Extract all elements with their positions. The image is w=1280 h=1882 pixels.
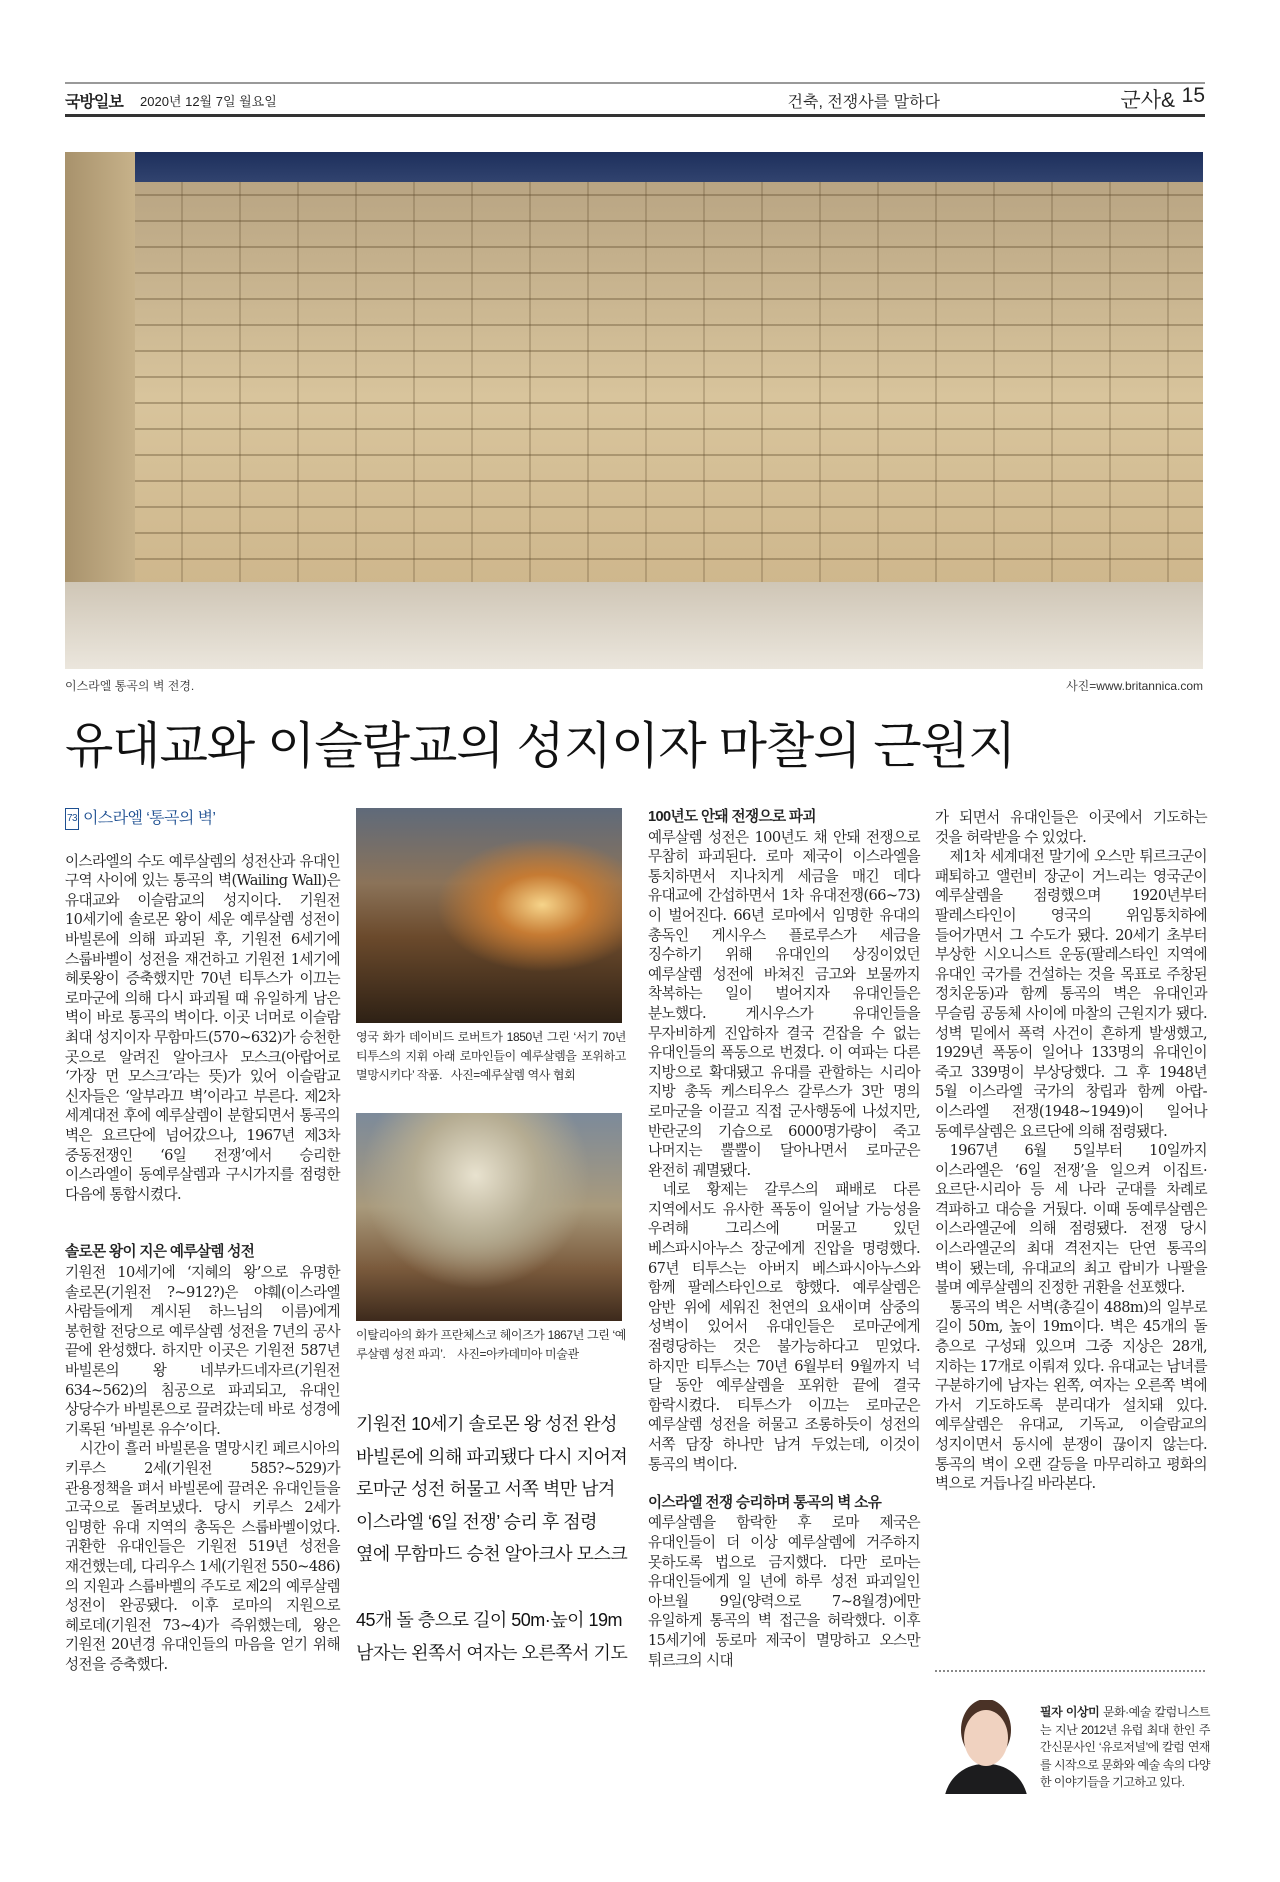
painting-siege-of-jerusalem [356, 808, 622, 1023]
headline: 유대교와 이슬람교의 성지이자 마찰의 근원지 [65, 718, 1016, 774]
body-paragraph: 시간이 흘러 바빌론을 멸망시킨 페르시아의 키루스 2세(기원전 585?~529)가 관용정책을 펴서 바빌론에 끌려온 유대인들을 고국으로 돌려보냈다. 당시 키루스 2세가 임명한 유대 지역의 총독은 스룹바벨이었다. 귀환한 유대인들은 기원전 519년 성전을 재건했는데, 다리우스 1세(기원전 550~486)의 지원과 스룹바벨의 주도로 제2의 예루살렘 성전이 완공됐다. 이후 로마의 지원으로 헤로데(기원전 73~4)가 즉위했는데, 왕은 기원전 20년경 유대인들의 마음을 얻기 위해 성전을 증축했다. [65, 1440, 340, 1673]
subheading: 이스라엘 전쟁 승리하며 통곡의 벽 소유 [648, 1494, 882, 1511]
pull-quote-1: 기원전 10세기 솔로몬 왕 성전 완성 바빌론에 의해 파괴됐다 다시 지어져 로마군 성전 허물고 서쪽 벽만 남겨 이스라엘 ‘6일 전쟁’ 승리 후 점령 옆에 무함마드 승천 알아크사 모스크 [356, 1414, 628, 1564]
author-bio: 필자 이상미 문화·예술 칼럼니스트는 지난 2012년 유럽 최대 한인 주간신문사인 ‘유로저널’에 칼럼 연재를 시작으로 문화와 예술 속의 다양한 이야기들을 기고하고 있다. [1040, 1705, 1210, 1789]
image-credit: 사진=예루살렘 역사 협회 [450, 1068, 576, 1082]
image-caption: 이탈리아의 화가 프란체스코 헤이즈가 1867년 그린 ‘예루살렘 성전 파괴’. 사진=아카데미아 미술관 [356, 1328, 626, 1361]
issue-date: 2020년 12월 7일 월요일 [140, 94, 277, 109]
header-rule-top [65, 82, 1205, 84]
subheading: 솔로몬 왕이 지은 예루살렘 성전 [65, 1244, 255, 1261]
body-paragraph: 예루살렘 성전은 100년도 채 안돼 전쟁으로 무참히 파괴된다. 로마 제국이 이스라엘을 통치하면서 지나치게 세금을 매긴 데다 유대교에 간섭하면서 1차 유대전쟁(66~73)이 벌어진다. 66년 로마에서 임명한 유대의 총독인 게시우스 플로루스가 세금을 징수하기 위해 유대인의 상징이었던 예루살렘 성전에 바쳐진 금고와 보물까지 착복하는 일이 벌어지자 유대인들은 분노했다. 게시우스가 유대인들을 무자비하게 진압하자 결국 걷잡을 수 없는 유대인들의 폭동으로 번졌다. 이 여파는 다른 지방으로 확대됐고 유대를 관할하는 시리아 지방 총독 케스티우스 갈루스가 3만 명의 로마군을 이끌고 직접 군사행동에 나섰지만, 반란군의 기습으로 6000명가량이 죽고 나머지는 뿔뿔이 달아나면서 로마군은 완전히 궤멸됐다. [648, 828, 920, 1179]
body-paragraph: 제1차 세계대전 말기에 오스만 튀르크군이 패퇴하고 앨런비 장군이 거느리는 영국군이 예루살렘을 점령했으며 1920년부터 팔레스타인이 영국의 위임통치하에 들어가면서 그 수도가 됐다. 20세기 초부터 부상한 시오니스트 운동(팔레스타인 지역에 유대인 국가를 건설하는 것을 목표로 주창된 정치운동)과 함께 통곡의 벽은 유대인과 무슬림 공동체 사이에 마찰의 근원지가 됐다. 성벽 밑에서 폭력 사건이 흔하게 발생했고, 1929년 폭동이 일어나 133명의 유대인이 죽고 339명이 부상당했다. 그 후 1948년 5월 이스라엘 국가의 창립과 함께 아랍-이스라엘 전쟁(1948~1949)이 일어나 동예루살렘은 요르단에 의해 점령됐다. [935, 848, 1207, 1140]
series-label [65, 808, 340, 830]
body-paragraph: 가 되면서 유대인들은 이곳에서 기도하는 것을 허락받을 수 있었다. [935, 809, 1207, 846]
pull-quote-2: 45개 돌 층으로 길이 50m·높이 19m 남자는 왼쪽서 여자는 오른쪽서 기도 [356, 1610, 628, 1663]
page-number: 15 [1181, 84, 1205, 107]
column-4 [935, 808, 1207, 1494]
series-title: 이스라엘 ‘통곡의 벽’ [82, 810, 216, 827]
photo-caption: 이스라엘 통곡의 벽 전경. [65, 679, 195, 693]
body-paragraph: 이스라엘의 수도 예루살렘의 성전산과 유대인 구역 사이에 있는 통곡의 벽(Wailing Wall)은 유대교와 이슬람교의 성지이다. 기원전 10세기에 솔로몬 왕이 세운 예루살렘 성전이 바빌론에 의해 파괴된 후, 기원전 6세기에 스룹바벨이 성전을 재건하고 기원전 1세기에 헤롯왕이 증축했지만 70년 티투스가 이끄는 로마군에 의해 다시 파괴될 때 유일하게 남은 벽이 바로 통곡의 벽이다. 이곳 너머로 이슬람 최대 성지이자 무함마드(570~632)가 승천한 곳으로 알려진 알아크사 모스크(아랍어로 ‘가장 먼 모스크’라는 뜻)가 있어 이슬람교 신자들은 ‘알부라끄 벽’이라고 부른다. 제2차 세계대전 후에 예루살렘이 분할되면서 통곡의 벽은 요르단에 넘어갔으나, 1967년 제3차 중동전쟁인 ‘6일 전쟁’에서 승리한 이스라엘이 동예루살렘과 구시가지를 점령한 다음에 통합시켰다. [65, 852, 341, 1203]
section-name: 군사& [1120, 89, 1175, 112]
column-3 [648, 808, 920, 1670]
newspaper-name: 국방일보 [65, 94, 123, 111]
body-paragraph: 기원전 10세기에 ‘지혜의 왕’으로 유명한 솔로몬(기원전 ?~912?)은 야훼(이스라엘 사람들에게 계시된 하느님의 이름)에게 봉헌할 전당으로 예루살렘 성전을 7년의 공사 끝에 완성했다. 하지만 이곳은 기원전 587년 바빌론의 왕 네부카드네자르(기원전 634~562)의 침공으로 파괴되고, 유대인 상당수가 바빌론으로 끌려갔는데 바로 성경에 기록된 ‘바빌론 유수’이다. [65, 1264, 340, 1438]
image-credit: 사진=아카데미아 미술관 [457, 1347, 579, 1361]
body-paragraph: 예루살렘을 함락한 후 로마 제국은 유대인들이 더 이상 예루살렘에 거주하지 못하도록 법으로 금지했다. 다만 로마는 유대인들에게 일 년에 하루 성전 파괴일인 아브월 9일(양력으로 7~8월경)에만 유일하게 통곡의 벽 접근을 허락했다. 이후 15세기에 동로마 제국이 멸망하고 오스만 튀르크의 시대 [648, 1514, 920, 1669]
divider [935, 1670, 1205, 1672]
body-paragraph: 네로 황제는 갈루스의 패배로 다른 지역에서도 유사한 폭동이 일어날 가능성을 우려해 그리스에 머물고 있던 베스파시아누스 장군에게 진압을 명령했다. 67년 티투스는 아버지 베스파시아누스와 함께 팔레스타인으로 향했다. 예루살렘은 암반 위에 세워진 천연의 요새이며 삼중의 성벽이 있어서 유대인들은 로마군에게 점령당하는 것은 불가능하다고 믿었다. 하지만 티투스는 70년 6월부터 9월까지 넉 달 동안 예루살렘을 포위한 끝에 결국 함락시켰다. 티투스가 이끄는 로마군은 예루살렘 성전을 허물고 조롱하듯이 성전의 서쪽 담장 하나만 남겨 두었는데, 이것이 통곡의 벽이다. [648, 1181, 920, 1473]
body-paragraph: 통곡의 벽은 서벽(총길이 488m)의 일부로 길이 50m, 높이 19m이다. 벽은 45개의 돌 층으로 구성돼 있으며 그중 지상은 28개, 지하는 17개로 이뤄져 있다. 유대교는 남녀를 구분하기에 남자는 왼쪽, 여자는 오른쪽 벽에 가서 기도하도록 분리대가 설치돼 있다. 예루살렘은 유대교, 기독교, 이슬람교의 성지이면서 동시에 분쟁이 끊이지 않는다. 통곡의 벽이 오랜 갈등을 마무리하고 평화의 벽으로 거듭나길 바라본다. [935, 1298, 1207, 1493]
author-name: 이상미 [1065, 1705, 1100, 1719]
body-paragraph: 1967년 6월 5일부터 10일까지 이스라엘은 ‘6일 전쟁’을 일으켜 이집트·요르단·시리아 등 세 나라 군대를 차례로 격파하고 대승을 거뒀다. 이때 동예루살렘은 이스라엘군에 의해 점령됐다. 전쟁 당시 이스라엘군의 최대 격전지는 단연 통곡의 벽이 됐는데, 유대교의 최고 랍비가 나팔을 불며 예루살렘의 진정한 귀환을 선포했다. [935, 1142, 1207, 1297]
subheading: 100년도 안돼 전쟁으로 파괴 [648, 809, 816, 825]
header-rule-bottom [65, 114, 1205, 117]
series-number: 73 [65, 808, 79, 830]
section-title: 건축, 전쟁사를 말하다 [787, 94, 940, 111]
author-photo [940, 1700, 1032, 1794]
photo-credit: 사진=www.britannica.com [1066, 679, 1203, 693]
image-caption: 영국 화가 데이비드 로버트가 1850년 그린 ‘서기 70년 티투스의 지휘 아래 로마인들이 예루살렘을 포위하고 멸망시키다’ 작품. 사진=예루살렘 역사 협회 [356, 1030, 626, 1082]
painting-destruction-of-temple [356, 1113, 622, 1321]
wailing-wall-photo [65, 152, 1203, 669]
column-1 [65, 808, 340, 1675]
